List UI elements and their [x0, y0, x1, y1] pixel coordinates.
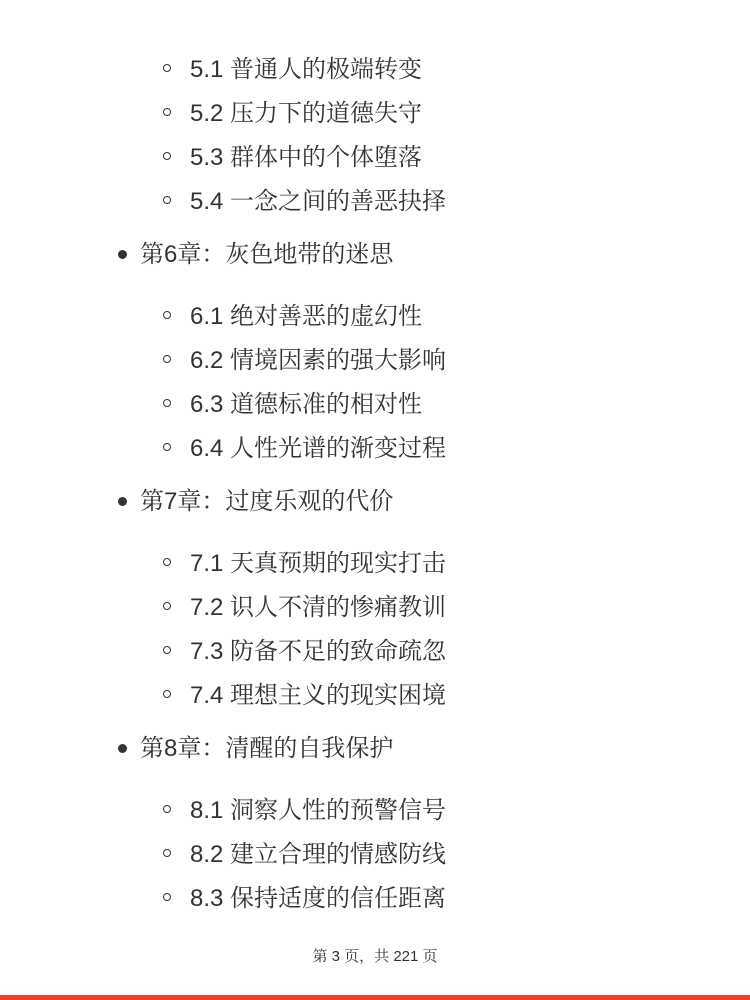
- bullet-circle-icon: [163, 558, 171, 566]
- bullet-disc-icon: [118, 744, 127, 753]
- toc-sublist-ch8: [140, 789, 750, 921]
- bullet-circle-icon: [163, 443, 171, 451]
- bullet-circle-icon: [163, 805, 171, 813]
- toc-subitem-label: 6.4 人性光谱的渐变过程: [190, 435, 447, 462]
- bullet-disc-icon: [118, 497, 127, 506]
- bullet-circle-icon: [163, 690, 171, 698]
- toc-sublist-ch6: [140, 295, 750, 471]
- toc-subitem-label: 7.2 识人不清的惨痛教训: [190, 594, 447, 621]
- toc-sublist-ch7: [140, 542, 750, 718]
- toc-chapter-title: 第7章：过度乐观的代价: [140, 488, 394, 515]
- bullet-circle-icon: [163, 849, 171, 857]
- bottom-accent-bar: [0, 995, 750, 1000]
- bullet-circle-icon: [163, 196, 171, 204]
- toc-subitem-label: 8.1 洞察人性的预警信号: [190, 797, 447, 824]
- toc-subitem: [140, 180, 750, 224]
- bullet-circle-icon: [163, 311, 171, 319]
- toc-subitem: [140, 586, 750, 630]
- toc-subitem: [140, 427, 750, 471]
- page-number-footer: 第 3 页，共 221 页: [312, 948, 438, 965]
- toc-chapter: [0, 727, 750, 921]
- toc-subitem: [140, 383, 750, 427]
- toc-chapter-title: 第8章：清醒的自我保护: [140, 735, 394, 762]
- toc-subitem-label: 7.4 理想主义的现实困境: [190, 682, 447, 709]
- toc-subitem-label: 7.3 防备不足的致命疏忽: [190, 638, 447, 665]
- bullet-circle-icon: [163, 355, 171, 363]
- toc-subitem: [140, 136, 750, 180]
- toc-subitem-label: 8.3 保持适度的信任距离: [190, 885, 447, 912]
- toc-chapter: [0, 480, 750, 718]
- toc-subitem-label: 6.2 情境因素的强大影响: [190, 347, 447, 374]
- bullet-disc-icon: [118, 250, 127, 259]
- toc-subitem-label: 6.3 道德标准的相对性: [190, 391, 423, 418]
- toc-chapter: [0, 233, 750, 471]
- toc-subitem-label: 5.2 压力下的道德失守: [190, 100, 423, 127]
- toc-subitem: [140, 877, 750, 921]
- toc-subitem-label: 5.3 群体中的个体堕落: [190, 144, 423, 171]
- toc-chapter-title: 第6章：灰色地带的迷思: [140, 241, 394, 268]
- toc-subitem-label: 5.4 一念之间的善恶抉择: [190, 188, 447, 215]
- toc-subitem: [140, 295, 750, 339]
- bullet-circle-icon: [163, 646, 171, 654]
- toc-subitem: [140, 630, 750, 674]
- toc-subitem: [140, 48, 750, 92]
- bullet-circle-icon: [163, 108, 171, 116]
- toc-subitem-label: 7.1 天真预期的现实打击: [190, 550, 447, 577]
- toc-subitem: [140, 833, 750, 877]
- toc-subitem: [140, 542, 750, 586]
- toc-chapter-continued: [0, 48, 750, 224]
- toc-subitem: [140, 674, 750, 718]
- bullet-circle-icon: [163, 399, 171, 407]
- toc-subitem: [140, 789, 750, 833]
- toc-subitem: [140, 339, 750, 383]
- bullet-circle-icon: [163, 152, 171, 160]
- toc-subitem-label: 6.1 绝对善恶的虚幻性: [190, 303, 423, 330]
- bullet-circle-icon: [163, 602, 171, 610]
- bullet-circle-icon: [163, 64, 171, 72]
- table-of-contents: [0, 48, 750, 921]
- toc-subitem-label: 8.2 建立合理的情感防线: [190, 841, 447, 868]
- toc-subitem: [140, 92, 750, 136]
- bullet-circle-icon: [163, 893, 171, 901]
- toc-sublist-ch5: [140, 48, 750, 224]
- toc-subitem-label: 5.1 普通人的极端转变: [190, 56, 423, 83]
